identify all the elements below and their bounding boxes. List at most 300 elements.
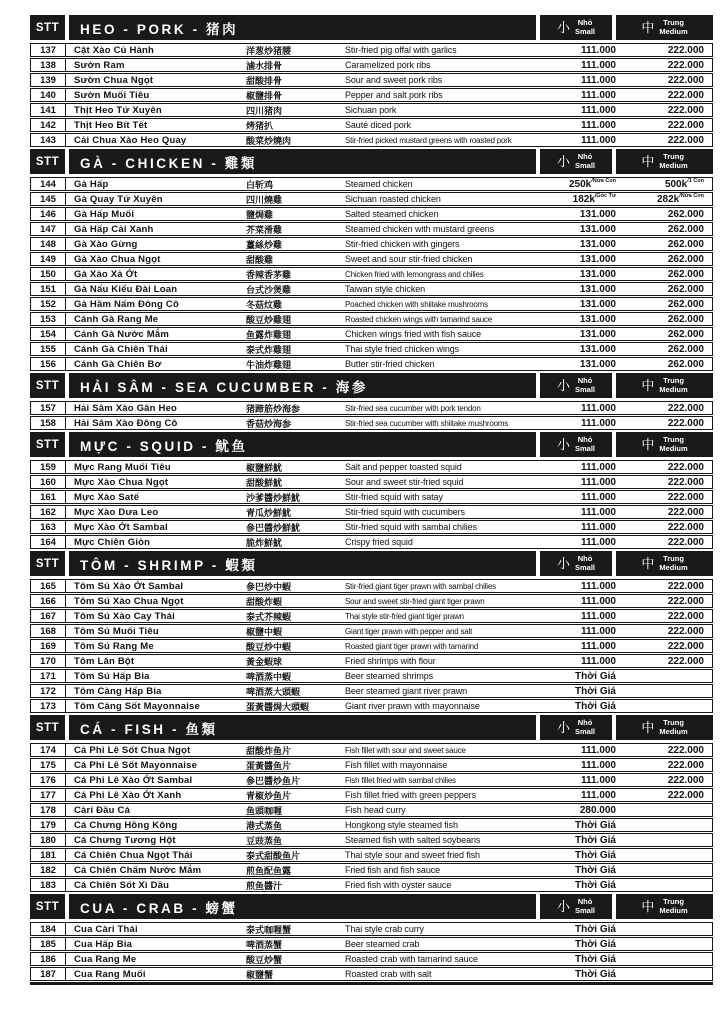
medium-label-vi: Trung xyxy=(663,718,684,727)
dish-name-cn: 甜酸炸蝦 xyxy=(246,596,283,607)
dish-name-cn: 牛油炸雞翅 xyxy=(246,359,292,370)
price-medium xyxy=(616,685,712,697)
dish-name-vi: Sườn Muối Tiêu xyxy=(74,89,150,101)
dish-name-vi: Gà Hầm Nấm Đông Cô xyxy=(74,298,179,310)
price-medium xyxy=(616,923,712,935)
menu-row xyxy=(30,937,713,951)
price-small: Thời Giá xyxy=(574,819,616,831)
dish-number: 180 xyxy=(31,834,66,846)
dish-name-vi: Càri Đầu Cá xyxy=(74,804,131,816)
dish-name-cn: 啤酒蒸中蝦 xyxy=(246,671,292,682)
price-small: 111.000 xyxy=(580,59,616,71)
dish-number: 139 xyxy=(31,74,66,86)
menu-sections xyxy=(30,15,713,981)
price-small: 131.000 xyxy=(579,313,616,325)
dish-name-vi: Gà Xào Xả Ớt xyxy=(74,268,138,280)
dish-name-vi: Cánh Gà Chiên Bơ xyxy=(74,358,162,370)
dish-name-cn: 台式沙煲雞 xyxy=(246,284,292,295)
section-rows xyxy=(30,177,713,371)
small-size-labels xyxy=(575,898,595,915)
dish-name-vi: Cánh Gà Rang Me xyxy=(74,313,159,325)
menu-row xyxy=(30,699,713,713)
dish-description-en: Chicken wings fried with fish sauce xyxy=(345,329,482,339)
menu-row xyxy=(30,654,713,668)
menu-row xyxy=(30,535,713,549)
price-small: Thời Giá xyxy=(574,834,616,846)
dish-name-vi: Gà Hấp Cải Xanh xyxy=(74,223,154,235)
price-small: 131.000 xyxy=(579,268,616,280)
dish-number: 182 xyxy=(31,864,66,876)
price-medium: 222.000 xyxy=(667,44,704,56)
dish-name-cn: 鱼頭咖喱 xyxy=(246,805,283,816)
dish-number: 186 xyxy=(31,953,66,965)
dish-name-vi: Cá Phi Lê Sốt Chua Ngọt xyxy=(74,744,191,756)
medium-cjk-glyph: 中 xyxy=(641,20,655,35)
dish-name-vi: Hải Sâm Xào Đông Cô xyxy=(74,417,178,429)
price-medium: 222.000 xyxy=(667,119,704,131)
dish-name-cn: 薑絲炒雞 xyxy=(246,239,283,250)
price-small: 111.000 xyxy=(580,461,616,473)
dish-number: 183 xyxy=(31,879,66,891)
size-small-header xyxy=(540,15,612,40)
price-medium xyxy=(616,938,712,950)
small-label-vi: Nhỏ xyxy=(577,376,593,385)
medium-cjk-glyph: 中 xyxy=(641,154,655,169)
dish-name-cn: 椒鹽中蝦 xyxy=(246,626,283,637)
dish-name-cn: 脆炸鮮魷 xyxy=(246,537,283,548)
medium-size-labels xyxy=(659,555,687,572)
price-small: 131.000 xyxy=(579,223,616,235)
price-small: 111.000 xyxy=(580,536,616,548)
medium-label-en: Medium xyxy=(659,562,688,572)
dish-description-en: Salt and pepper toasted squid xyxy=(345,462,462,472)
price-medium xyxy=(616,879,712,891)
dish-description-en: Stir-fried squid with satay xyxy=(345,492,443,502)
small-label-en: Small xyxy=(575,443,596,453)
dish-description-en: Fried shrimps with flour xyxy=(345,656,436,666)
price-small: 131.000 xyxy=(579,328,616,340)
section-rows xyxy=(30,579,713,713)
dish-number: 146 xyxy=(31,208,66,220)
small-cjk-glyph: 小 xyxy=(556,437,570,452)
dish-number: 144 xyxy=(31,178,66,190)
price-medium: 222.000 xyxy=(667,402,704,414)
dish-name-cn: 烤猪扒 xyxy=(246,120,274,131)
price-unit-superscript: /Góc Tư xyxy=(594,193,616,199)
price-small: 111.000 xyxy=(580,402,616,414)
dish-name-cn: 香菇炒海参 xyxy=(246,418,292,429)
medium-size-labels xyxy=(659,153,687,170)
dish-description-en: Steamed chicken with mustard greens xyxy=(345,224,495,234)
dish-name-vi: Tôm Sú Rang Me xyxy=(74,640,154,652)
section-header xyxy=(30,894,713,919)
menu-row xyxy=(30,788,713,802)
menu-row xyxy=(30,103,713,117)
dish-description-en: Roasted crab with salt xyxy=(345,969,432,979)
menu-section xyxy=(30,432,713,549)
dish-name-cn: 鱼露炸雞翅 xyxy=(246,329,292,340)
menu-row xyxy=(30,58,713,72)
medium-label-vi: Trung xyxy=(663,554,684,563)
section-header xyxy=(30,15,713,40)
medium-label-en: Medium xyxy=(659,26,688,36)
dish-name-cn: 甜酸排骨 xyxy=(246,75,283,86)
dish-number: 152 xyxy=(31,298,66,310)
dish-name-vi: Cua Hấp Bia xyxy=(74,938,133,950)
size-small-header xyxy=(540,373,612,398)
dish-description-en: Sour and sweet stir-fried squid xyxy=(345,477,464,487)
price-small: 131.000 xyxy=(579,208,616,220)
medium-cjk-glyph: 中 xyxy=(641,378,655,393)
section-header xyxy=(30,373,713,398)
dish-name-cn: 椒鹽蟹 xyxy=(246,969,274,980)
dish-name-vi: Mực Xào Ớt Sambal xyxy=(74,521,168,533)
menu-row xyxy=(30,624,713,638)
price-medium: 222.000 xyxy=(667,59,704,71)
dish-name-vi: Gà Xào Gừng xyxy=(74,238,138,250)
menu-row xyxy=(30,579,713,593)
price-medium: 262.000 xyxy=(667,253,704,265)
price-unit-superscript: /Nửa Con xyxy=(679,193,704,199)
menu-section xyxy=(30,149,713,371)
menu-row xyxy=(30,118,713,132)
dish-name-vi: Gà Xào Chua Ngọt xyxy=(74,253,161,265)
dish-description-en: Sour and sweet pork ribs xyxy=(345,75,443,85)
price-medium xyxy=(616,700,712,712)
price-medium xyxy=(616,968,712,980)
price-medium: 262.000 xyxy=(667,298,704,310)
price-medium xyxy=(616,804,712,816)
dish-name-vi: Tôm Sú Xào Chua Ngọt xyxy=(74,595,184,607)
price-medium: 222.000 xyxy=(667,417,704,429)
menu-row xyxy=(30,460,713,474)
price-small: 111.000 xyxy=(580,476,616,488)
size-medium-header xyxy=(616,432,713,457)
price-unit-superscript: /1 Con xyxy=(687,178,704,184)
dish-name-vi: Cánh Gà Nước Mắm xyxy=(74,328,169,340)
dish-name-vi: Mực Xào Chua Ngọt xyxy=(74,476,169,488)
small-label-vi: Nhỏ xyxy=(577,435,593,444)
stt-column-header: STT xyxy=(30,551,65,576)
dish-description-en: Steamed fish with salted soybeans xyxy=(345,835,481,845)
dish-number: 141 xyxy=(31,104,66,116)
menu-row xyxy=(30,758,713,772)
dish-number: 164 xyxy=(31,536,66,548)
menu-row xyxy=(30,818,713,832)
dish-name-cn: 椒鹽鮮魷 xyxy=(246,462,283,473)
price-small: 111.000 xyxy=(580,625,616,637)
dish-name-cn: 四川燒雞 xyxy=(246,194,283,205)
dish-number: 177 xyxy=(31,789,66,801)
dish-number: 179 xyxy=(31,819,66,831)
small-size-labels xyxy=(575,19,595,36)
price-small: 111.000 xyxy=(580,491,616,503)
dish-number: 159 xyxy=(31,461,66,473)
price-small: Thời Giá xyxy=(574,700,616,712)
price-medium: 222.000 xyxy=(667,89,704,101)
medium-label-vi: Trung xyxy=(663,152,684,161)
small-label-en: Small xyxy=(575,160,596,170)
dish-number: 145 xyxy=(31,193,66,205)
dish-name-vi: Cá Chiên Chấm Nước Mắm xyxy=(74,864,202,876)
menu-row xyxy=(30,297,713,311)
menu-row xyxy=(30,684,713,698)
dish-number: 175 xyxy=(31,759,66,771)
dish-name-vi: Gà Nấu Kiểu Đài Loan xyxy=(74,283,178,295)
dish-number: 170 xyxy=(31,655,66,667)
price-medium: 222.000 xyxy=(667,536,704,548)
dish-number: 149 xyxy=(31,253,66,265)
price-medium: 222.000 xyxy=(667,134,704,146)
size-small-header xyxy=(540,149,612,174)
small-cjk-glyph: 小 xyxy=(556,20,570,35)
section-title: HẢI SÂM - SEA CUCUMBER - 海参 xyxy=(69,373,536,398)
menu-section xyxy=(30,894,713,981)
menu-row xyxy=(30,207,713,221)
dish-number: 187 xyxy=(31,968,66,980)
dish-name-cn: 港式蒸鱼 xyxy=(246,820,283,831)
price-medium: 222.000 xyxy=(667,640,704,652)
dish-description-en: Chicken fried with lemongrass and chilies xyxy=(345,269,484,279)
price-medium: 282k /Nửa Con xyxy=(656,193,704,205)
menu-row xyxy=(30,952,713,966)
dish-name-cn: 黃金蝦球 xyxy=(246,656,283,667)
dish-name-vi: Cá Phi Lê Xào Ớt Sambal xyxy=(74,774,193,786)
dish-description-en: Fish fillet fried with sambal chilies xyxy=(345,775,456,785)
small-label-vi: Nhỏ xyxy=(577,554,593,563)
dish-number: 167 xyxy=(31,610,66,622)
dish-description-en: Sichuan pork xyxy=(345,105,397,115)
dish-number: 165 xyxy=(31,580,66,592)
dish-number: 169 xyxy=(31,640,66,652)
dish-name-cn: 泰式甜酸鱼片 xyxy=(246,850,301,861)
price-small: Thời Giá xyxy=(574,953,616,965)
dish-number: 163 xyxy=(31,521,66,533)
price-medium: 262.000 xyxy=(667,358,704,370)
menu-row xyxy=(30,639,713,653)
price-small: Thời Giá xyxy=(574,864,616,876)
small-label-vi: Nhỏ xyxy=(577,152,593,161)
price-small: 131.000 xyxy=(579,358,616,370)
size-medium-header xyxy=(616,894,713,919)
dish-name-cn: 四川猪肉 xyxy=(246,105,283,116)
dish-description-en: Butter stir-fried chicken xyxy=(345,359,435,369)
menu-row xyxy=(30,863,713,877)
menu-row xyxy=(30,416,713,430)
dish-name-cn: 酸菜炒燒肉 xyxy=(246,135,292,146)
section-title: CUA - CRAB - 螃蟹 xyxy=(69,894,536,919)
price-small: 111.000 xyxy=(580,774,616,786)
price-small: 111.000 xyxy=(580,640,616,652)
dish-number: 148 xyxy=(31,238,66,250)
dish-name-cn: 蛋黃醬鱼片 xyxy=(246,760,292,771)
dish-description-en: Stir-fried sea cucumber with pork tendon xyxy=(345,403,481,413)
dish-name-vi: Cá Chiên Chua Ngọt Thái xyxy=(74,849,193,861)
dish-description-en: Taiwan style chicken xyxy=(345,284,426,294)
dish-number: 162 xyxy=(31,506,66,518)
small-size-labels xyxy=(575,719,595,736)
dish-name-cn: 啤酒蒸大頭蝦 xyxy=(246,686,301,697)
dish-description-en: Roasted crab with tamarind sauce xyxy=(345,954,478,964)
dish-number: 181 xyxy=(31,849,66,861)
price-small: 111.000 xyxy=(580,595,616,607)
section-title: CÁ - FISH - 鱼類 xyxy=(69,715,536,740)
dish-description-en: Giant river prawn with mayonnaise xyxy=(345,701,480,711)
section-header xyxy=(30,432,713,457)
price-small: 111.000 xyxy=(580,119,616,131)
dish-description-en: Roasted chicken wings with tamarind sauce xyxy=(345,314,492,324)
menu-row xyxy=(30,312,713,326)
dish-description-en: Fish fillet with mayonnaise xyxy=(345,760,448,770)
price-small: Thời Giá xyxy=(574,849,616,861)
price-small: 111.000 xyxy=(580,134,616,146)
price-small: 250k /Nửa Con xyxy=(568,178,616,190)
menu-row xyxy=(30,833,713,847)
dish-name-vi: Mực Xào Dưa Leo xyxy=(74,506,159,518)
price-small: 131.000 xyxy=(579,253,616,265)
medium-cjk-glyph: 中 xyxy=(641,899,655,914)
dish-name-vi: Tôm Sú Hấp Bia xyxy=(74,670,150,682)
dish-name-vi: Cá Chưng Hồng Kông xyxy=(74,819,178,831)
dish-description-en: Stir-fried sea cucumber with shiitake mushrooms xyxy=(345,418,509,428)
dish-name-vi: Cua Rang Muối xyxy=(74,968,146,980)
section-rows xyxy=(30,460,713,549)
price-small: 131.000 xyxy=(579,298,616,310)
dish-description-en: Poached chicken with shiitake mushrooms xyxy=(345,299,488,309)
dish-description-en: Hongkong style steamed fish xyxy=(345,820,458,830)
dish-number: 153 xyxy=(31,313,66,325)
dish-description-en: Caramelized pork ribs xyxy=(345,60,431,70)
price-small: 111.000 xyxy=(580,44,616,56)
medium-label-en: Medium xyxy=(659,726,688,736)
dish-name-vi: Cải Chua Xào Heo Quay xyxy=(74,134,187,146)
dish-name-cn: 猪蹄筋炒海参 xyxy=(246,403,301,414)
price-medium: 222.000 xyxy=(667,476,704,488)
dish-name-cn: 酸豆炒蟹 xyxy=(246,954,283,965)
medium-cjk-glyph: 中 xyxy=(641,720,655,735)
section-header xyxy=(30,149,713,174)
medium-label-en: Medium xyxy=(659,905,688,915)
price-small: 182k /Góc Tư xyxy=(572,193,616,205)
price-medium: 222.000 xyxy=(667,595,704,607)
dish-description-en: Crispy fried squid xyxy=(345,537,413,547)
small-label-vi: Nhỏ xyxy=(577,897,593,906)
menu-row xyxy=(30,192,713,206)
dish-description-en: Stir-fried pig offal with garlics xyxy=(345,45,457,55)
menu-row xyxy=(30,401,713,415)
dish-description-en: Stir-fried picked mustard greens with roasted pork xyxy=(345,135,512,145)
medium-size-labels xyxy=(659,719,687,736)
price-medium xyxy=(616,864,712,876)
dish-name-vi: Sườn Ram xyxy=(74,59,125,71)
small-size-labels xyxy=(575,555,595,572)
menu-row xyxy=(30,505,713,519)
dish-name-vi: Cá Phi Lê Xào Ớt Xanh xyxy=(74,789,182,801)
dish-description-en: Sour and sweet stir-fried giant tiger prawn xyxy=(345,596,485,606)
dish-number: 150 xyxy=(31,268,66,280)
dish-name-cn: 泰式芥辣蝦 xyxy=(246,611,292,622)
price-medium: 222.000 xyxy=(667,506,704,518)
dish-number: 140 xyxy=(31,89,66,101)
dish-number: 155 xyxy=(31,343,66,355)
price-medium xyxy=(616,953,712,965)
medium-label-vi: Trung xyxy=(663,897,684,906)
dish-description-en: Fish fillet fried with green peppers xyxy=(345,790,476,800)
price-small: Thời Giá xyxy=(574,923,616,935)
dish-name-cn: 青椒炒鱼片 xyxy=(246,790,292,801)
stt-column-header: STT xyxy=(30,432,65,457)
menu-row xyxy=(30,594,713,608)
dish-number: 166 xyxy=(31,595,66,607)
small-size-labels xyxy=(575,436,595,453)
dish-name-vi: Cánh Gà Chiên Thái xyxy=(74,343,168,355)
price-small: 111.000 xyxy=(580,417,616,429)
section-title: TÔM - SHRIMP - 蝦類 xyxy=(69,551,536,576)
menu-row xyxy=(30,967,713,981)
price-small: 131.000 xyxy=(579,238,616,250)
medium-cjk-glyph: 中 xyxy=(641,556,655,571)
dish-name-cn: 甜酸鮮魷 xyxy=(246,477,283,488)
size-medium-header xyxy=(616,149,713,174)
small-label-en: Small xyxy=(575,562,596,572)
dish-name-cn: 參巴醬炒鱼片 xyxy=(246,775,301,786)
dish-number: 151 xyxy=(31,283,66,295)
size-small-header xyxy=(540,432,612,457)
menu-row xyxy=(30,43,713,57)
dish-name-cn: 白斩鸡 xyxy=(246,179,274,190)
dish-name-cn: 青瓜炒鮮魷 xyxy=(246,507,292,518)
section-rows xyxy=(30,922,713,981)
dish-name-vi: Tôm Sú Xào Ớt Sambal xyxy=(74,580,184,592)
price-medium: 222.000 xyxy=(667,491,704,503)
dish-number: 178 xyxy=(31,804,66,816)
price-medium: 222.000 xyxy=(667,759,704,771)
dish-description-en: Beer steamed crab xyxy=(345,939,420,949)
menu-row xyxy=(30,609,713,623)
dish-number: 168 xyxy=(31,625,66,637)
dish-number: 156 xyxy=(31,358,66,370)
small-label-en: Small xyxy=(575,26,596,36)
price-small: Thời Giá xyxy=(574,670,616,682)
menu-row xyxy=(30,475,713,489)
price-medium: 262.000 xyxy=(667,343,704,355)
dish-name-cn: 冬菇炆雞 xyxy=(246,299,283,310)
small-size-labels xyxy=(575,153,595,170)
dish-description-en: Thai style crab curry xyxy=(345,924,424,934)
dish-name-cn: 芥菜滑雞 xyxy=(246,224,283,235)
dish-name-vi: Tôm Sú Xào Cay Thái xyxy=(74,610,175,622)
size-medium-header xyxy=(616,373,713,398)
dish-name-cn: 滷水排骨 xyxy=(246,60,283,71)
menu-section xyxy=(30,15,713,147)
menu-row xyxy=(30,282,713,296)
size-small-header xyxy=(540,551,612,576)
price-medium: 222.000 xyxy=(667,104,704,116)
dish-name-vi: Tôm Sú Muối Tiêu xyxy=(74,625,159,637)
price-small: Thời Giá xyxy=(574,938,616,950)
dish-number: 137 xyxy=(31,44,66,56)
price-medium: 222.000 xyxy=(667,610,704,622)
dish-name-vi: Gà Hấp xyxy=(74,178,109,190)
price-small: 111.000 xyxy=(580,744,616,756)
menu-section xyxy=(30,551,713,713)
dish-description-en: Salted steamed chicken xyxy=(345,209,439,219)
section-rows xyxy=(30,743,713,892)
dish-name-vi: Hải Sâm Xào Gân Heo xyxy=(74,402,178,414)
dish-description-en: Fried fish and fish sauce xyxy=(345,865,441,875)
dish-description-en: Giant tiger prawn with pepper and salt xyxy=(345,626,473,636)
dish-description-en: Thai style fried chicken wings xyxy=(345,344,460,354)
